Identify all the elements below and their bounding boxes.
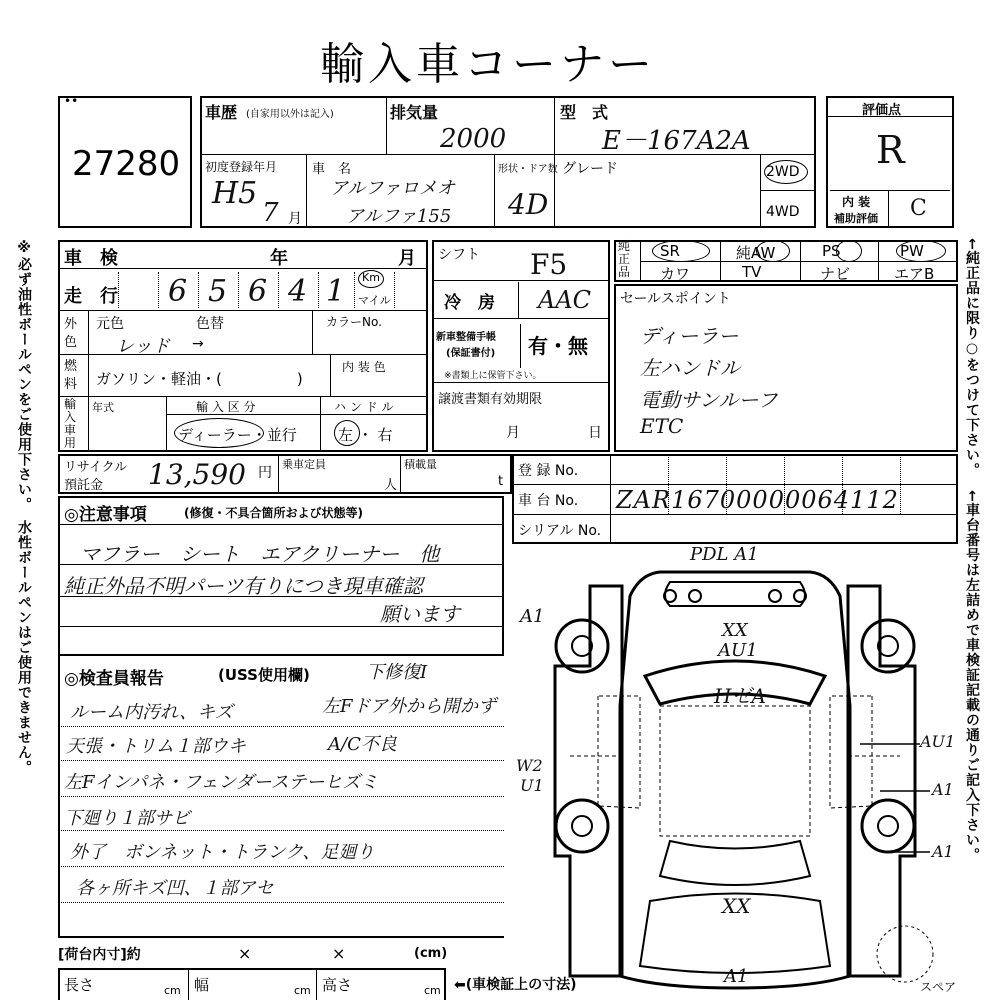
model-type-label: 型 式 <box>560 103 609 122</box>
maintenance-label-1: 新車整備手帳 <box>436 332 496 343</box>
sales-points-label: セールスポイント <box>620 291 731 307</box>
maintenance-value: 有・無 <box>528 334 588 358</box>
car-name-label: 車 名 <box>312 162 352 177</box>
mileage-label: 走 行 <box>64 286 118 307</box>
aircon-value: AAC <box>538 286 592 314</box>
inspector-line-5: 左Fインパネ・フェンダーステーヒズミ <box>64 772 379 793</box>
mileage-digit-2: 5 <box>208 274 228 309</box>
model-type-value: E－167A2A <box>602 126 751 156</box>
grade-label: グレード <box>562 161 618 177</box>
load-unit: t <box>498 474 504 489</box>
cargo-label: [荷台内寸]約 <box>58 947 141 963</box>
equipment-tv: TV <box>742 263 762 281</box>
color-arrow: → <box>192 336 204 352</box>
score-label: 評価点 <box>862 103 902 118</box>
notes-line-1: マフラー シート エアクリーナー 他 <box>80 542 440 566</box>
right-panel <box>848 586 915 976</box>
capacity-label: 乗車定員 <box>282 458 326 471</box>
inspector-sub: (USS使用欄) <box>218 666 310 684</box>
diagram-roof-note-2: AU1 <box>718 640 758 661</box>
car-name-line1: アルファロメオ <box>330 178 455 199</box>
load-label: 積載量 <box>404 458 437 471</box>
equipment-airbag: エアB <box>894 265 935 283</box>
wheel-rear-left <box>556 800 608 852</box>
mileage-digit-1: 6 <box>168 274 188 309</box>
first-registration-month: 7 <box>262 198 279 228</box>
diagram-roof-note-1: XX <box>722 620 748 641</box>
inspector-line-6: 下廻り１部サビ <box>64 808 190 829</box>
shift-value: F5 <box>530 248 568 281</box>
left-panel <box>555 586 622 976</box>
chassis-label: 車 台 No. <box>518 493 579 509</box>
transfer-label: 譲渡書類有効期限 <box>438 392 543 407</box>
inspector-line-7: 外了 ボンネット・トランク、足廻り <box>70 842 375 863</box>
inspector-line-1: ルーム内汚れ、キズ <box>70 702 233 723</box>
first-registration-year: H5 <box>212 176 258 211</box>
cargo-width-label: 幅 <box>194 976 210 994</box>
inspector-line-3: 天張・トリム１部ウキ <box>66 736 246 757</box>
registration-label: 登 録 No. <box>518 463 579 479</box>
transfer-month-unit: 月 <box>506 425 520 441</box>
fuel-side-label: 燃料 <box>64 359 78 392</box>
lot-number: 27280 <box>72 144 181 184</box>
notes-line-3: 願います <box>380 602 460 626</box>
interior-label-1: 内 装 <box>842 195 871 209</box>
aircon-label: 冷 房 <box>444 293 495 313</box>
history-note: (自家用以外は記入) <box>246 109 334 120</box>
page-title: 輸入車コーナー <box>320 39 656 90</box>
handle-label: ハ ン ド ル <box>334 400 394 414</box>
cargo-times-2: × <box>332 944 346 963</box>
front-bumper <box>665 582 805 606</box>
spare-label: スペア <box>920 980 957 994</box>
shape-doors-label: 形状・ドア数 <box>498 164 558 175</box>
cargo-times-1: × <box>238 944 252 963</box>
km-circle <box>358 270 384 288</box>
pw-circle <box>896 240 946 262</box>
shape-doors-value: 4D <box>508 188 549 221</box>
history-label: 車歴 <box>205 103 238 122</box>
equipment-sr: SR <box>660 242 680 260</box>
sales-point-1: ディーラー <box>640 324 739 348</box>
first-registration-month-unit: 月 <box>288 211 302 227</box>
right-instruction-chassis: ←車台番号は左詰めで車検証記載の通りご記入下さい。 <box>964 490 980 863</box>
inspector-line-2: 左Fドア外から開かず <box>322 696 496 717</box>
maintenance-note: ※書類上に保管下さい。 <box>444 371 542 381</box>
mileage-digit-3: 6 <box>248 274 268 309</box>
diagram-right-note-2: A1 <box>932 780 954 799</box>
sr-circle <box>652 240 710 262</box>
equipment-aw: 純AW <box>736 244 776 262</box>
import-type-label: 輸 入 区 分 <box>196 400 256 414</box>
equipment-leather: カワ <box>660 265 691 283</box>
color-code-label: カラーNo. <box>326 315 382 329</box>
equipment-side-label: 純正品 <box>618 239 631 279</box>
color-value: レッド <box>116 336 170 357</box>
cargo-unit: (cm) <box>414 946 448 961</box>
sales-point-4: ETC <box>640 414 684 438</box>
interior-value: C <box>910 196 927 221</box>
cargo-length-unit: cm <box>164 984 181 997</box>
light-left-2 <box>689 590 701 602</box>
color-repaint-label: 色替 <box>196 316 224 332</box>
first-registration-label: 初度登録年月 <box>205 160 278 174</box>
cargo-height-unit: cm <box>424 984 441 997</box>
right-instruction-equipment: ←純正品に限り○をつけて下さい。 <box>964 238 980 478</box>
left-instruction: ※必ず油性ボールペンをご使用下さい。 水性ボールペンはご使用できません。 <box>16 240 32 775</box>
notes-line-2: 純正外品不明パーツ有りにつき現車確認 <box>64 574 423 598</box>
inspector-top-note: 下修復I <box>366 662 428 683</box>
diagram-right-note-1: AU1 <box>920 732 956 751</box>
cargo-note: ⬅(車検証上の寸法) <box>454 977 577 993</box>
aw-circle <box>756 240 790 262</box>
inspection-label: 車 検 <box>64 248 118 269</box>
rear-window <box>660 841 810 885</box>
displacement-label: 排気量 <box>390 103 439 122</box>
import-type-value: ディーラー・並行 <box>178 426 297 444</box>
wheel-rear-right <box>862 800 914 852</box>
diagram-right-note-3: A1 <box>932 842 954 861</box>
score-value: R <box>876 128 905 172</box>
recycle-label-1: リサイクル <box>64 460 128 475</box>
recycle-value: 13,590 <box>148 458 246 491</box>
recycle-label-2: 預託金 <box>64 478 104 493</box>
capacity-unit: 人 <box>384 478 398 493</box>
displacement-value: 2000 <box>440 124 507 154</box>
wheel-hub-rl <box>572 816 592 836</box>
diagram-front-note: PDL A1 <box>690 544 759 565</box>
maintenance-label-2: (保証書付) <box>446 348 496 359</box>
mileage-digit-4: 4 <box>288 274 308 309</box>
chassis-value: ZAR16700000064112 <box>616 486 899 514</box>
inspector-line-8: 各ヶ所キズ凹、１部アセ <box>76 878 274 899</box>
drive-4wd: 4WD <box>766 204 800 220</box>
color-side-label: 外色 <box>64 317 78 350</box>
cargo-box <box>58 968 446 1000</box>
roof-line <box>660 706 810 836</box>
equipment-navi: ナビ <box>820 265 851 283</box>
handle-circle <box>334 420 360 446</box>
sales-point-2: 左ハンドル <box>640 356 740 380</box>
recycle-unit: 円 <box>258 465 272 481</box>
import-type-circle <box>174 418 264 448</box>
fuel-value: ガソリン・軽油・( ) <box>96 370 303 388</box>
inspection-month-unit: 月 <box>398 248 416 269</box>
diagram-glass-note: HゼA <box>714 684 766 708</box>
equipment-pw: PW <box>900 242 924 260</box>
car-name-line2: アルファ155 <box>346 206 452 227</box>
diagram-left-side-note-1: W2 <box>516 756 543 775</box>
wheel-front-left <box>556 620 608 672</box>
inspector-label: ◎検査員報告 <box>64 669 164 689</box>
notes-label: ◎注意事項 <box>64 505 147 525</box>
cargo-width-unit: cm <box>294 984 311 997</box>
equipment-ps: PS <box>822 242 841 260</box>
diagram-rear-note: XX <box>722 894 751 918</box>
drive-circle <box>764 160 808 184</box>
inspection-year-unit: 年 <box>270 248 288 269</box>
drive-2wd: 2WD <box>766 164 800 180</box>
mileage-unit-mile: マイル <box>358 294 391 307</box>
wheel-hub-rr <box>878 816 898 836</box>
diagram-left-side-note-2: U1 <box>520 776 544 795</box>
cargo-height-label: 高さ <box>322 976 353 994</box>
mileage-unit-km: Km <box>362 271 380 284</box>
diagram-left-front-note: A1 <box>520 606 545 627</box>
interior-color-label: 内 装 色 <box>342 360 386 374</box>
import-side-label: 輸入車用 <box>64 397 77 450</box>
lot-marks: •• <box>64 94 79 108</box>
light-right-2 <box>769 590 781 602</box>
handle-value: 左 ・ 右 <box>338 426 393 444</box>
color-original-label: 元色 <box>96 316 124 332</box>
spare-circle <box>877 926 933 982</box>
serial-label: シリアル No. <box>518 523 602 539</box>
diagram-bottom-note: A1 <box>724 966 749 987</box>
shift-label: シフト <box>438 247 480 263</box>
interior-label-2: 補助評価 <box>834 212 878 225</box>
sales-point-3: 電動サンルーフ <box>640 388 778 412</box>
notes-sub: (修復・不具合箇所および状態等) <box>184 506 363 520</box>
wheel-front-right <box>862 620 914 672</box>
mileage-digit-5: 1 <box>326 274 346 309</box>
inspector-line-4: A/C不良 <box>328 734 397 755</box>
import-year-label: 年式 <box>92 401 114 414</box>
ps-circle <box>836 240 862 262</box>
cargo-length-label: 長さ <box>64 976 95 994</box>
number-cells <box>610 454 958 514</box>
transfer-day-unit: 日 <box>588 425 602 441</box>
